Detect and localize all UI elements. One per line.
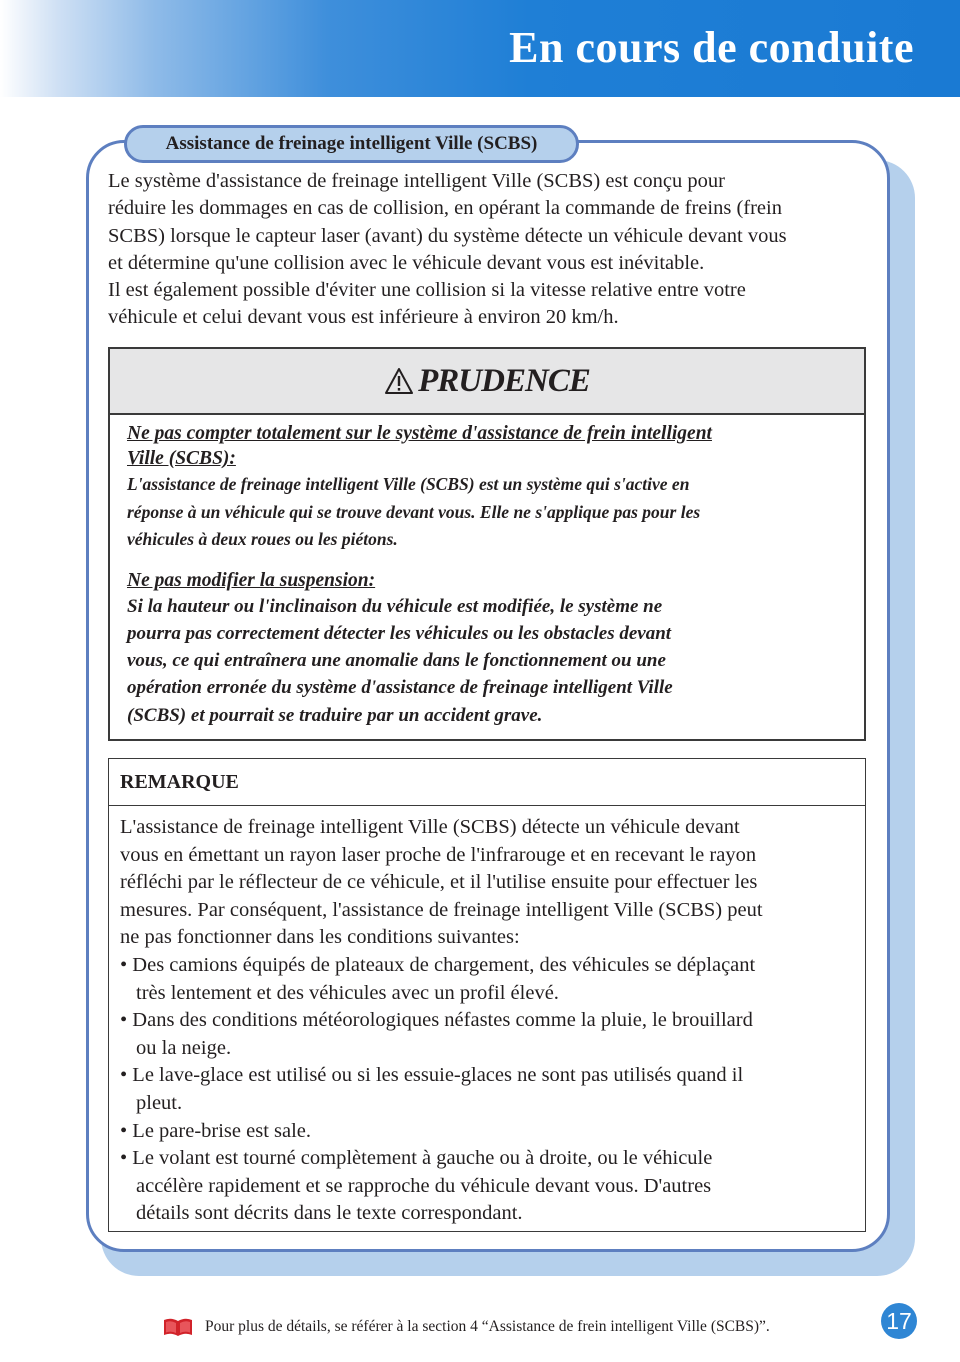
intro-line: réduire les dommages en cas de collision, en opérant la commande de freins (frein	[108, 197, 782, 220]
section-intro	[108, 168, 868, 332]
note-box	[108, 758, 866, 1232]
caution-item-heading: Ne pas modifier la suspension:	[127, 569, 376, 591]
note-line: mesures. Par conséquent, l'assistance de freinage intelligent Ville (SCBS) peut	[120, 898, 763, 921]
bullet-line: • Des camions équipés de plateaux de chargement, des véhicules se déplaçant	[120, 953, 756, 976]
list-item	[120, 1118, 855, 1146]
page-title: En cours de conduite	[509, 23, 914, 72]
header-band	[0, 0, 960, 97]
intro-line: Le système d'assistance de freinage intelligent Ville (SCBS) est conçu pour	[108, 170, 725, 192]
caution-item-text: (SCBS) et pourrait se traduire par un accident grave.	[127, 704, 543, 726]
bullet-line: • Le pare-brise est sale.	[120, 1119, 312, 1142]
bullet-line: accélère rapidement et se rapproche du véhicule devant vous. D'autres	[136, 1174, 712, 1197]
bullet-line: détails sont décrits dans le texte correspondant.	[136, 1202, 523, 1225]
footer-text: Pour plus de détails, se référer à la section 4 “Assistance de frein intelligent Ville (SCBS)”.	[205, 1318, 770, 1335]
note-title: REMARQUE	[109, 759, 865, 806]
intro-line: véhicule et celui devant vous est inférieure à environ 20 km/h.	[108, 306, 619, 329]
footer-reference	[163, 1314, 770, 1340]
bullet-line: • Le lave-glace est utilisé ou si les essuie-glaces ne sont pas utilisés quand il	[120, 1064, 744, 1087]
caution-item-text: vous, ce qui entraînera une anomalie dans le fonctionnement ou une	[127, 650, 666, 672]
note-line: L'assistance de freinage intelligent Ville (SCBS) détecte un véhicule devant	[120, 816, 740, 838]
bullet-line: très lentement et des véhicules avec un profil élevé.	[136, 981, 559, 1004]
intro-line: SCBS) lorsque le capteur laser (avant) du système détecte un véhicule devant vous	[108, 224, 787, 247]
bullet-line: • Le volant est tourné complètement à gauche ou à droite, ou le véhicule	[120, 1147, 713, 1170]
list-item	[120, 1145, 855, 1228]
caution-box	[108, 347, 866, 741]
intro-line: Il est également possible d'éviter une collision si la vitesse relative entre votre	[108, 279, 746, 302]
caution-item-text: opération erronée du système d'assistance de freinage intelligent Ville	[127, 677, 673, 699]
note-line: ne pas fonctionner dans les conditions suivantes:	[120, 926, 520, 949]
intro-line: et détermine qu'une collision avec le véhicule devant vous est inévitable.	[108, 251, 705, 274]
note-line: vous en émettant un rayon laser proche de l'infrarouge et en recevant le rayon	[120, 843, 757, 866]
caution-item-text: véhicules à deux roues ou les piétons.	[127, 529, 398, 549]
caution-item-text: L'assistance de freinage intelligent Ville (SCBS) est un système qui s'active en	[127, 474, 690, 494]
caution-item-text: Si la hauteur ou l'inclinaison du véhicule est modifiée, le système ne	[127, 595, 663, 617]
bullet-line: pleut.	[136, 1091, 183, 1114]
page-number: 17	[881, 1303, 917, 1339]
section-tab: Assistance de freinage intelligent Ville (SCBS)	[124, 125, 579, 163]
list-item	[120, 1062, 855, 1117]
book-icon	[163, 1317, 193, 1337]
note-line: réfléchi par le réflecteur de ce véhicule, et il l'utilise ensuite pour effectuer les	[120, 871, 758, 894]
caution-title: PRUDENCE	[418, 362, 590, 399]
warning-triangle-icon	[384, 367, 414, 395]
caution-item-heading: Ne pas compter totalement sur le système d'assistance de frein intelligent	[127, 423, 712, 444]
caution-item-text: pourra pas correctement détecter les véhicules ou les obstacles devant	[127, 622, 672, 644]
bullet-line: • Dans des conditions météorologiques néfastes comme la pluie, le brouillard	[120, 1009, 753, 1032]
caution-item-text: réponse à un véhicule qui se trouve devant vous. Elle ne s'applique pas pour les	[127, 501, 701, 522]
bullet-line: ou la neige.	[136, 1036, 232, 1059]
caution-item-heading: Ville (SCBS):	[127, 448, 236, 469]
list-item	[120, 1007, 855, 1062]
note-body	[109, 806, 865, 1228]
caution-body	[110, 415, 864, 729]
list-item	[120, 952, 855, 1007]
caution-header	[110, 349, 864, 415]
